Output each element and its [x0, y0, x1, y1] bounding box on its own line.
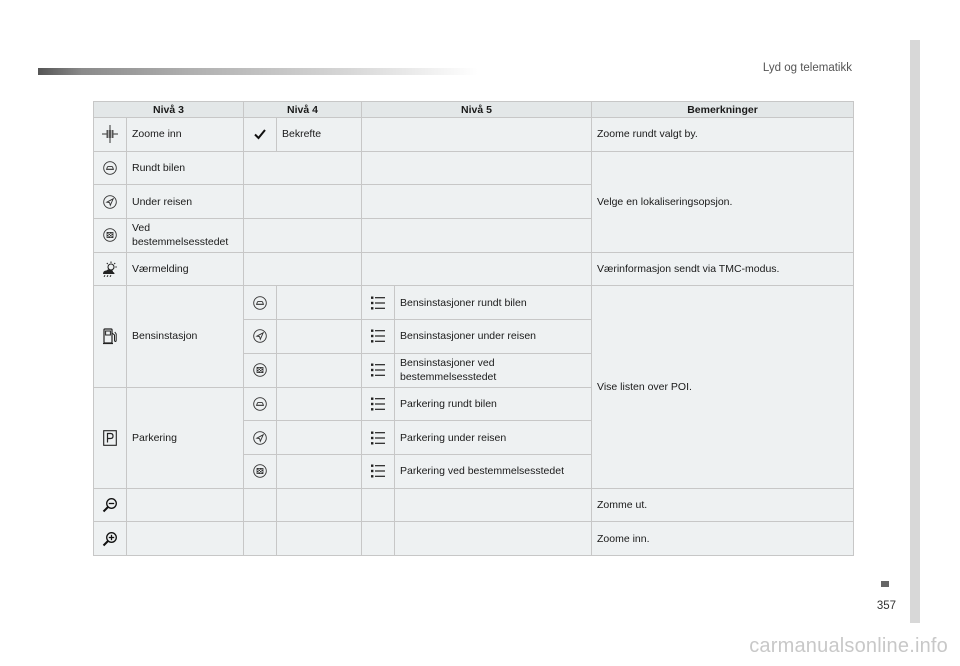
chapter-title: Lyd og telematikk: [762, 62, 852, 74]
poi-remark: Vise listen over POI.: [592, 286, 854, 488]
zoom-in-remark: Zoome rundt valgt by.: [592, 118, 854, 152]
gas-around-label: Bensinstasjoner rundt bilen: [395, 286, 592, 320]
zoom-out-icon: [94, 488, 127, 522]
empty-cell: [127, 522, 244, 556]
during-trip-label: Under reisen: [127, 185, 244, 219]
navigation-arrow-icon: [94, 185, 127, 219]
table-row-zoom-in-bottom: [94, 522, 854, 556]
header-remarks: Bemerkninger: [592, 102, 854, 118]
empty-cell: [362, 151, 592, 185]
empty-cell: [244, 522, 277, 556]
page-number: 357: [876, 600, 896, 612]
car-circle-icon: [94, 151, 127, 185]
empty-cell: [362, 252, 592, 286]
parking-around-label: Parkering rundt bilen: [395, 387, 592, 421]
empty-cell: [277, 387, 362, 421]
zoom-in-icon: [94, 522, 127, 556]
header-level-3: Nivå 3: [94, 102, 244, 118]
empty-cell: [362, 185, 592, 219]
table-row-gas-around: [94, 286, 854, 320]
car-circle-icon: [244, 286, 277, 320]
table-row-zoom-out: [94, 488, 854, 522]
table-row-zoom-in: [94, 118, 854, 152]
empty-cell: [362, 219, 592, 253]
location-remark: Velge en lokaliseringsopsjon.: [592, 151, 854, 252]
at-destination-label: Ved bestemmelsesstedet: [127, 219, 244, 253]
weather-remark: Værinformasjon sendt via TMC-modus.: [592, 252, 854, 286]
navigation-arrow-icon: [244, 421, 277, 455]
list-icon: [362, 387, 395, 421]
empty-cell: [127, 488, 244, 522]
zoom-in-label: Zoome inn: [127, 118, 244, 152]
list-icon: [362, 286, 395, 320]
table-header-row: [94, 102, 854, 118]
watermark: carmanualsonline.info: [749, 635, 948, 657]
empty-cell: [244, 252, 362, 286]
empty-cell: [395, 522, 592, 556]
header-level-4: Nivå 4: [244, 102, 362, 118]
empty-cell: [244, 151, 362, 185]
checkered-flag-icon: [94, 219, 127, 253]
empty-cell: [277, 454, 362, 488]
weather-icon: [94, 252, 127, 286]
empty-cell: [362, 488, 395, 522]
checkered-flag-icon: [244, 454, 277, 488]
weather-label: Værmelding: [127, 252, 244, 286]
table-row-weather: [94, 252, 854, 286]
parking-label: Parkering: [127, 387, 244, 488]
zoom-in-bottom-remark: Zoome inn.: [592, 522, 854, 556]
empty-cell: [395, 488, 592, 522]
empty-cell: [244, 488, 277, 522]
empty-cell: [362, 118, 592, 152]
gas-during-label: Bensinstasjoner under reisen: [395, 320, 592, 354]
empty-cell: [277, 320, 362, 354]
gas-destination-label: Bensinstasjoner ved bestemmelsesstedet: [395, 353, 592, 387]
list-icon: [362, 353, 395, 387]
around-car-label: Rundt bilen: [127, 151, 244, 185]
empty-cell: [277, 286, 362, 320]
confirm-label: Bekrefte: [277, 118, 362, 152]
list-icon: [362, 454, 395, 488]
fuel-pump-icon: [94, 286, 127, 387]
empty-cell: [244, 185, 362, 219]
empty-cell: [244, 219, 362, 253]
navigation-menu-table: [93, 101, 854, 556]
list-icon: [362, 320, 395, 354]
parking-destination-label: Parkering ved bestemmelsesstedet: [395, 454, 592, 488]
empty-cell: [277, 421, 362, 455]
car-circle-icon: [244, 387, 277, 421]
zoom-slider-icon: [94, 118, 127, 152]
checkmark-icon: [244, 118, 277, 152]
parking-during-label: Parkering under reisen: [395, 421, 592, 455]
empty-cell: [277, 488, 362, 522]
side-tab-strip: [910, 40, 920, 623]
gas-station-label: Bensinstasjon: [127, 286, 244, 387]
empty-cell: [362, 522, 395, 556]
header-gradient-bar: [38, 68, 478, 75]
zoom-out-remark: Zomme ut.: [592, 488, 854, 522]
parking-icon: [94, 387, 127, 488]
checkered-flag-icon: [244, 353, 277, 387]
navigation-arrow-icon: [244, 320, 277, 354]
empty-cell: [277, 353, 362, 387]
list-icon: [362, 421, 395, 455]
page-marker: [881, 581, 889, 587]
empty-cell: [277, 522, 362, 556]
header-level-5: Nivå 5: [362, 102, 592, 118]
table-row-around-car: [94, 151, 854, 185]
